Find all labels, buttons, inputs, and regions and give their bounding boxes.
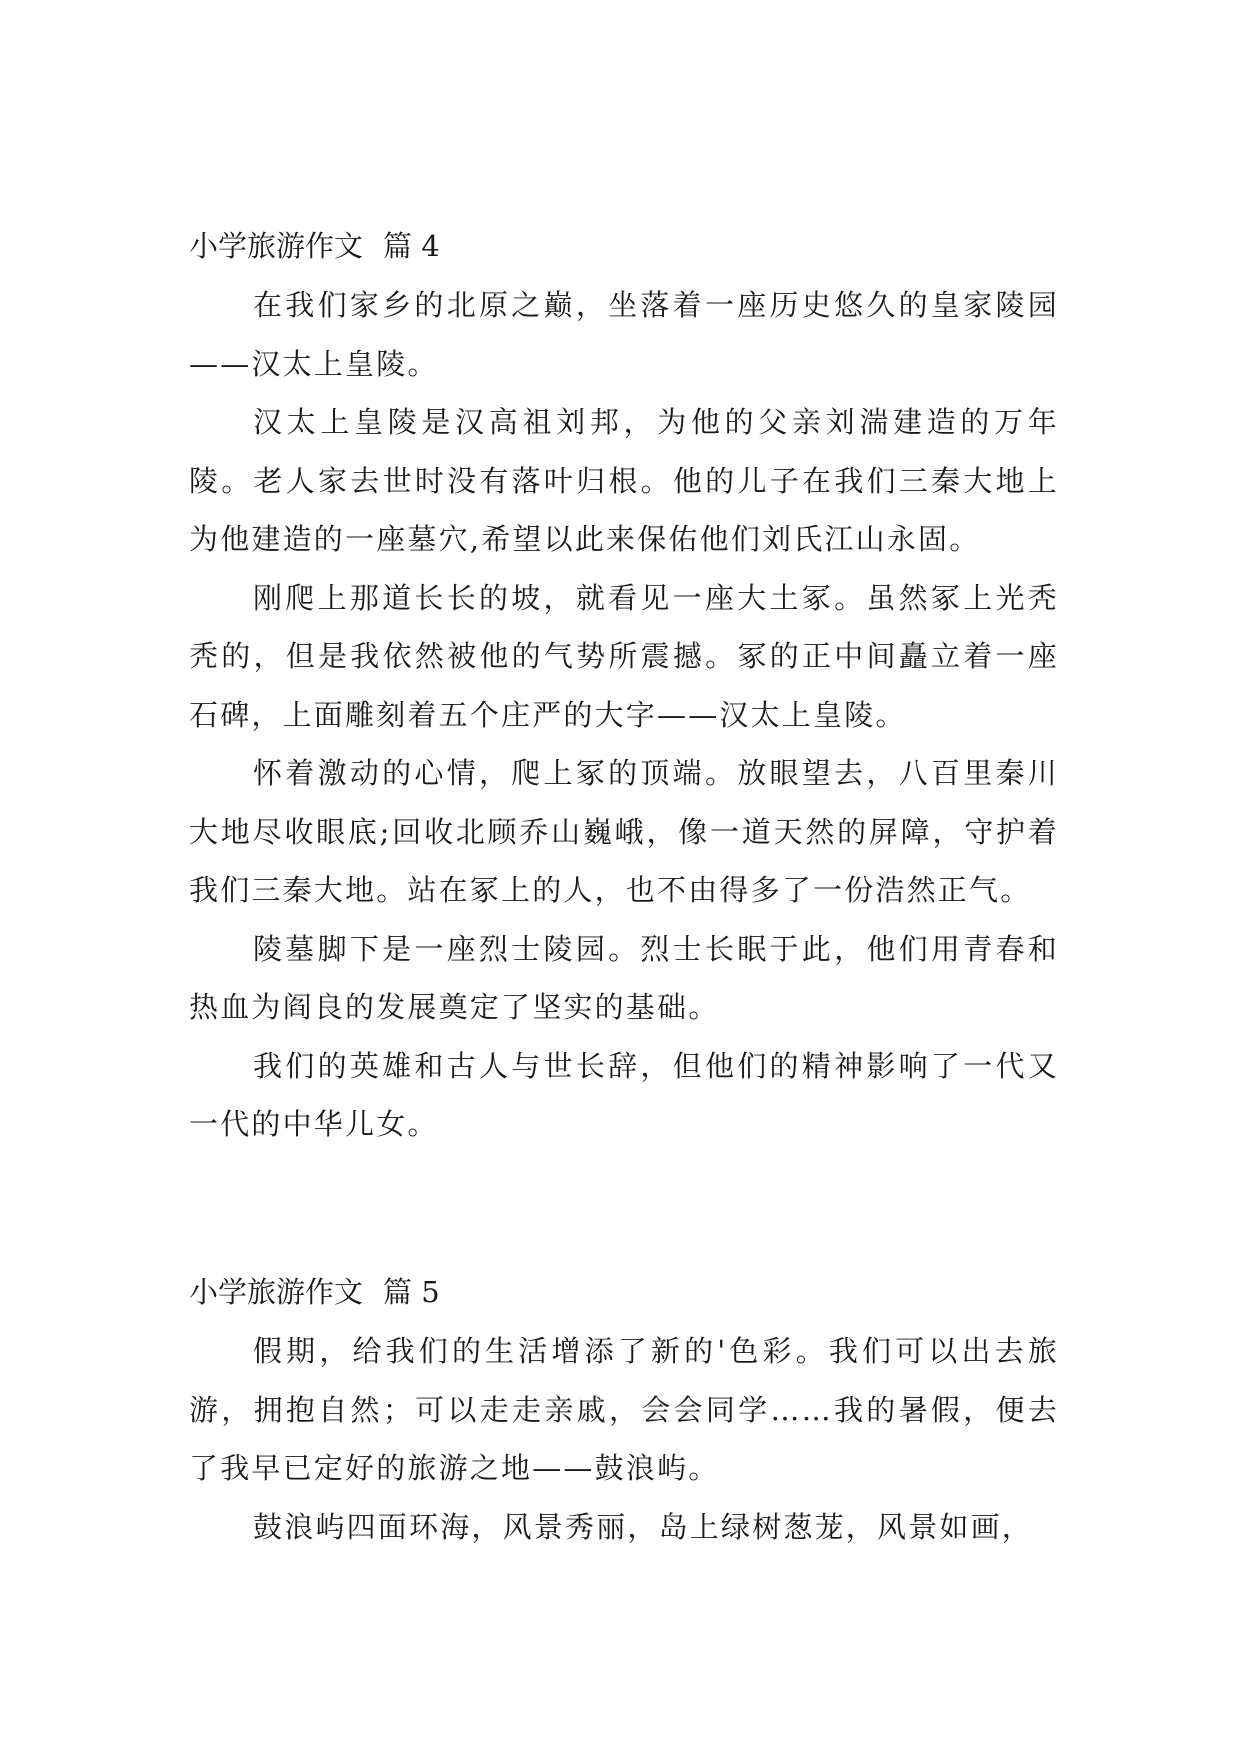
essay-number: 篇 4 [383, 229, 440, 263]
paragraph: 怀着激动的心情，爬上冢的顶端。放眼望去，八百里秦川大地尽收眼底;回收北顾乔山巍峨，像一道天然的屏障，守护着我们三秦大地。站在冢上的人，也不由得多了一份浩然正气。 [189, 756, 1059, 907]
paragraph: 假期，给我们的生活增添了新的'色彩。我们可以出去旅游，拥抱自然；可以走走亲戚，会会同学……我的暑假，便去了我早已定好的旅游之地——鼓浪屿。 [189, 1334, 1059, 1485]
paragraph: 鼓浪屿四面环海，风景秀丽，岛上绿树葱茏，风景如画， [253, 1509, 1034, 1544]
paragraph: 我们的英雄和古人与世长辞，但他们的精神影响了一代又一代的中华儿女。 [189, 1048, 1059, 1141]
paragraph: 在我们家乡的北原之巅，坐落着一座历史悠久的皇家陵园——汉太上皇陵。 [189, 288, 1059, 381]
essay-section-5 [189, 1262, 1059, 1556]
essay-heading [189, 216, 1059, 276]
paragraph: 刚爬上那道长长的坡，就看见一座大土冢。虽然冢上光秃秃的，但是我依然被他的气势所震撼。冢的正中间矗立着一座石碑，上面雕刻着五个庄严的大字——汉太上皇陵。 [189, 580, 1059, 732]
essay-section-4 [189, 216, 1059, 1154]
paragraph: 汉太上皇陵是汉高祖刘邦，为他的父亲刘湍建造的万年陵。老人家去世时没有落叶归根。他的儿子在我们三秦大地上为他建造的一座墓穴,希望以此来保佑他们刘氏江山永固。 [189, 405, 1059, 556]
paragraph: 陵墓脚下是一座烈士陵园。烈士长眠于此，他们用青春和热血为阎良的发展奠定了坚实的基础。 [189, 931, 1059, 1024]
essay-title: 小学旅游作文 [189, 229, 364, 263]
essay-title: 小学旅游作文 [189, 1275, 364, 1309]
essay-heading [189, 1262, 1059, 1322]
essay-number: 篇 5 [383, 1275, 440, 1309]
